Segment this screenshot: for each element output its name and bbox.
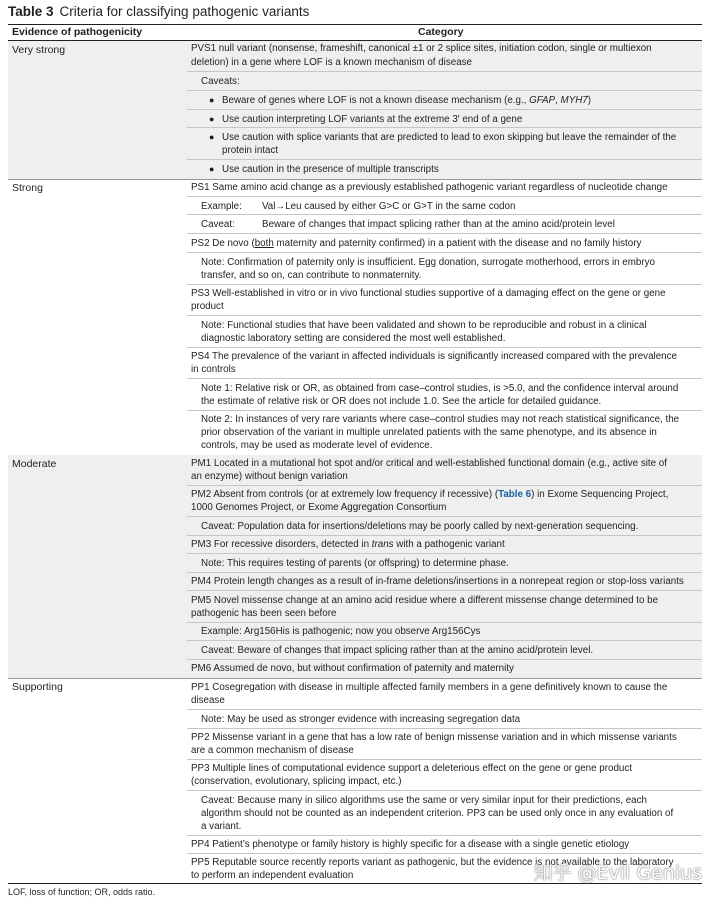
pm5-example: Example: Arg156His is pathogenic; now you observe Arg156Cys — [201, 626, 481, 637]
section-label: Moderate — [12, 458, 57, 470]
pm1-line1: PM1 Located in a mutational hot spot and/or critical and well-established functional domain (e.g., active site of — [191, 458, 667, 469]
ps2-text-end: maternity and paternity confirmed) in a patient with the disease and no family history — [273, 238, 642, 249]
pm3-italic: trans — [371, 539, 394, 550]
pm5-caveat: Caveat: Beware of changes that impact splicing rather than at the amino acid/protein level. — [201, 645, 594, 656]
row-divider — [187, 90, 702, 91]
pm3-text: PM3 For recessive disorders, detected in — [191, 539, 372, 550]
pm5-line1: PM5 Novel missense change at an amino acid residue where a different missense change determined to be — [191, 595, 659, 606]
row-divider — [187, 71, 702, 72]
pvs1-line2: deletion) in a gene where LOF is a known mechanism of disease — [191, 57, 472, 68]
section-label: Supporting — [12, 681, 63, 693]
row-divider — [187, 252, 702, 253]
pp5-line1: PP5 Reputable source recently reports variant as pathogenic, but the evidence is not available to the laboratory — [191, 857, 674, 868]
separator: , — [555, 95, 561, 106]
ps4-note1-line2: the estimate of relative risk or OR does not include 1.0. See the article for detailed guidance. — [201, 396, 602, 407]
ps4-note2-line1: Note 2: In instances of very rare variants where case–control studies may not reach statistical significance, the — [201, 414, 680, 425]
pm5-line2: pathogenic has been seen before — [191, 608, 337, 619]
row-divider — [187, 347, 702, 348]
row-divider — [187, 535, 702, 536]
ps1-caveat-label: Caveat: — [201, 219, 235, 230]
ps2-note-line1: Note: Confirmation of paternity only is insufficient. Egg donation, surrogate motherhood, errors in embryo — [201, 257, 655, 268]
caveat-bullet-4: Use caution in the presence of multiple transcripts — [222, 164, 439, 175]
pm2-text-end: ) in Exome Sequencing Project, — [531, 489, 669, 500]
caveat-bullet-2: Use caution interpreting LOF variants at the extreme 3′ end of a gene — [222, 114, 523, 125]
ps2-note-line2: transfer, and so on, can contribute to nonmaternity. — [201, 270, 422, 281]
pp3-line2: (conservation, evolutionary, splicing impact, etc.) — [191, 776, 402, 787]
table-title — [8, 4, 309, 19]
ps2-underlined: both — [254, 238, 274, 249]
pp3-caveat-line2: algorithm should not be counted as an independent criterion. PP3 can be used only once in any evaluation of — [201, 808, 674, 819]
pp2-line2: are a common mechanism of disease — [191, 745, 354, 756]
ps4-line1: PS4 The prevalence of the variant in affected individuals is significantly increased compared with the prevalence — [191, 351, 677, 362]
pp4: PP4 Patient’s phenotype or family history is highly specific for a disease with a single genetic etiology — [191, 839, 630, 850]
row-divider — [187, 214, 702, 215]
ps4-note1-line1: Note 1: Relative risk or OR, as obtained from case–control studies, is >5.0, and the confidence interval around — [201, 383, 679, 394]
ps4-line2: in controls — [191, 364, 236, 375]
ps3-line1: PS3 Well-established in vitro or in vivo functional studies supportive of a damaging effect on the gene or gene — [191, 288, 666, 299]
section-label: Very strong — [12, 44, 66, 56]
row-divider — [187, 590, 702, 591]
ps3-line2: product — [191, 301, 224, 312]
ps3-note-line1: Note: Functional studies that have been validated and shown to be reproducible and robust in a clinical — [201, 320, 647, 331]
pm3 — [191, 538, 505, 552]
watermark: 知乎 @Evil Genius — [533, 862, 702, 884]
row-divider — [187, 728, 702, 729]
ps1-example-label: Example: — [201, 201, 242, 212]
bullet-icon: ● — [209, 95, 215, 105]
table-title-text: Criteria for classifying pathogenic variants — [59, 4, 310, 19]
row-divider — [187, 640, 702, 641]
row-divider — [187, 790, 702, 791]
pm2-line1 — [191, 488, 668, 502]
row-divider — [187, 622, 702, 623]
caveat-bullet-1 — [222, 94, 591, 108]
pp1-line1: PP1 Cosegregation with disease in multiple affected family members in a gene definitively known to cause the — [191, 682, 668, 693]
table-6-link[interactable]: Table 6 — [498, 489, 532, 500]
row-divider — [187, 378, 702, 379]
row-divider — [187, 853, 702, 854]
table-number: Table 3 — [8, 4, 54, 19]
caveat-bullet-3-line2: protein intact — [222, 145, 279, 156]
header-evidence: Evidence of pathogenicity — [12, 26, 143, 38]
section-label: Strong — [12, 182, 43, 194]
row-divider — [187, 284, 702, 285]
table-header — [8, 24, 702, 41]
ps2-text: PS2 De novo ( — [191, 238, 255, 249]
ps3-note-line2: diagnostic laboratory setting are considered the most well established. — [201, 333, 506, 344]
ps1-caveat-text: Beware of changes that impact splicing rather than at the amino acid/protein level — [262, 219, 615, 230]
row-divider — [187, 659, 702, 660]
pp5-line2: to perform an independent evaluation — [191, 870, 354, 881]
pvs1-line1: PVS1 null variant (nonsense, frameshift, canonical ±1 or 2 splice sites, initiation codon, single or multiexon — [191, 43, 652, 54]
row-divider — [187, 410, 702, 411]
pp3-caveat-line1: Caveat: Because many in silico algorithms use the same or very similar input for their predictions, each — [201, 795, 647, 806]
pp1-line2: disease — [191, 695, 225, 706]
bullet-icon: ● — [209, 114, 215, 124]
caveats-heading: Caveats: — [201, 76, 240, 87]
row-divider — [187, 709, 702, 710]
row-divider — [187, 127, 702, 128]
row-divider — [187, 759, 702, 760]
pm2-text: PM2 Absent from controls (or at extremely low frequency if recessive) ( — [191, 489, 499, 500]
pm3-note: Note: This requires testing of parents (or offspring) to determine phase. — [201, 558, 509, 569]
pp3-line1: PP3 Multiple lines of computational evidence support a deleterious effect on the gene or gene product — [191, 763, 632, 774]
caveat-text-end: ) — [587, 95, 592, 106]
table-footnote: LOF, loss of function; OR, odds ratio. — [8, 887, 156, 897]
pm2-caveat: Caveat: Population data for insertions/deletions may be poorly called by next-generation sequencing. — [201, 521, 639, 532]
row-divider — [187, 233, 702, 234]
ps2 — [191, 237, 641, 251]
caveat-text: Beware of genes where LOF is not a known disease mechanism (e.g., — [222, 95, 530, 106]
caveat-bullet-3-line1: Use caution with splice variants that are predicted to lead to exon skipping but leave the remainder of the — [222, 132, 677, 143]
pm2-line2: 1000 Genomes Project, or Exome Aggregation Consortium — [191, 502, 447, 513]
pm6: PM6 Assumed de novo, but without confirmation of paternity and maternity — [191, 663, 514, 674]
ps1-example-text: Val→Leu caused by either G>C or G>T in the same codon — [262, 201, 516, 212]
gene-name: GFAP — [529, 95, 556, 106]
pm4: PM4 Protein length changes as a result of in-frame deletions/insertions in a nonrepeat region or stop-loss variants — [191, 576, 684, 587]
gene-name: MYH7 — [560, 95, 588, 106]
bullet-icon: ● — [209, 132, 215, 142]
row-divider — [187, 516, 702, 517]
header-category: Category — [418, 26, 464, 38]
pp2-line1: PP2 Missense variant in a gene that has a low rate of benign missense variation and in which missense variants — [191, 732, 677, 743]
row-divider — [187, 109, 702, 110]
row-divider — [187, 315, 702, 316]
ps1: PS1 Same amino acid change as a previously established pathogenic variant regardless of nucleotide change — [191, 182, 668, 193]
bullet-icon: ● — [209, 164, 215, 174]
row-divider — [187, 485, 702, 486]
ps4-note2-line3: controls, may be used as moderate level of evidence. — [201, 440, 433, 451]
row-divider — [187, 159, 702, 160]
pp1-note: Note: May be used as stronger evidence with increasing segregation data — [201, 714, 521, 725]
pp3-caveat-line3: a variant. — [201, 821, 242, 832]
row-divider — [187, 553, 702, 554]
ps4-note2-line2: prior observation of the variant in multiple unrelated patients with the same phenotype, and its absence in — [201, 427, 657, 438]
row-divider — [187, 835, 702, 836]
pm3-text-end: with a pathogenic variant — [393, 539, 505, 550]
row-divider — [187, 572, 702, 573]
pm1-line2: an enzyme) without benign variation — [191, 471, 348, 482]
row-divider — [187, 196, 702, 197]
